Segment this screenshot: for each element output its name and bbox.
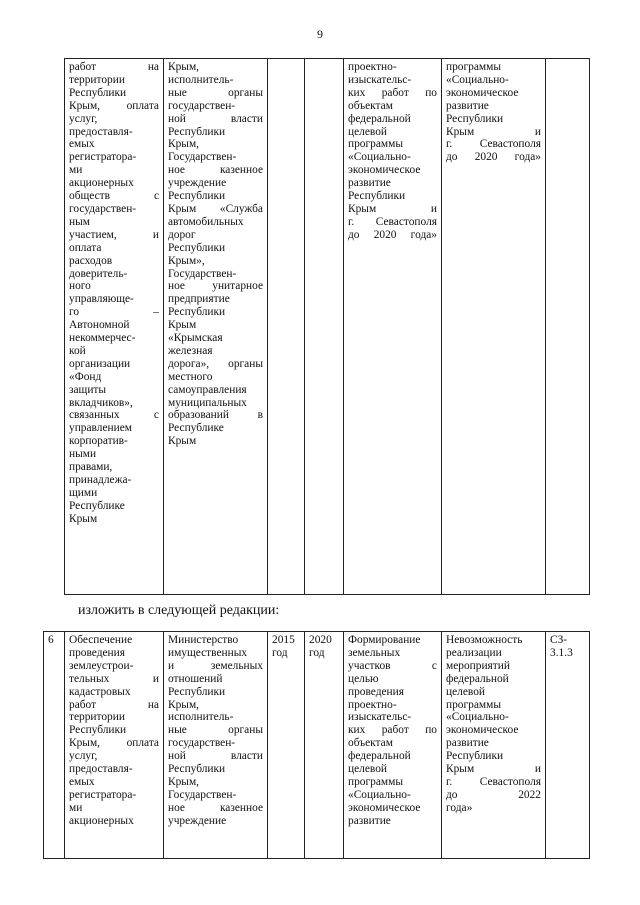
cell-line: государствен- [168, 99, 236, 112]
cell-line: емых [69, 775, 95, 788]
cell-line: связанных с [69, 409, 159, 422]
cell-line: до 2020 года» [446, 151, 541, 164]
cell-line: год [272, 646, 288, 659]
cell-line: объектам [348, 99, 393, 112]
cell-line: «Фонд [69, 370, 102, 383]
cell-line: предоставля- [69, 125, 133, 138]
cell-line: ные органы [168, 724, 263, 737]
cell-line: вкладчиков», [69, 396, 133, 409]
cell-line: ное казенное [168, 164, 263, 177]
cell-line: Республики [168, 306, 226, 319]
cell-line: развитие [348, 814, 391, 827]
cell-line: железная [168, 344, 213, 357]
cell-line: работ на [69, 698, 159, 711]
cell-line: «Социально- [446, 711, 509, 724]
cell-line: федеральной [446, 672, 509, 685]
cell-line: правами, [69, 461, 113, 474]
cell-line: Республики [348, 190, 406, 203]
cell-line: проектно- [348, 61, 397, 73]
cell-line: емых [69, 138, 95, 151]
cell-line: государствен- [168, 737, 236, 750]
cell-start [268, 59, 305, 595]
cell-line: участков с [348, 659, 437, 672]
cell-line: Государствен- [168, 788, 237, 801]
cell-code [546, 59, 590, 595]
cell-line: Республики [168, 125, 226, 138]
cell-line: корпоратив- [69, 435, 128, 448]
cell-line: тельных и [69, 672, 159, 685]
cell-line: Формирование [348, 634, 421, 646]
cell-line: Крым, [168, 138, 200, 151]
cell-line: до 2022 [446, 788, 541, 801]
cell-line: изыскательс- [348, 711, 412, 724]
cell-line: ным [69, 215, 90, 228]
cell-number [44, 632, 65, 859]
cell-line: Невозможность [446, 634, 523, 646]
cell-line: целевой [446, 685, 485, 698]
cell-line: экономическое [348, 801, 421, 814]
cell-result [344, 632, 442, 859]
cell-end [305, 59, 344, 595]
cell-line: Министерство [168, 634, 239, 646]
cell-executors [164, 59, 268, 595]
cell-line: принадлежа- [69, 474, 132, 486]
cell-line: самоуправления [168, 383, 247, 396]
table-continued [64, 58, 590, 595]
page-number: 9 [317, 27, 323, 41]
cell-line: работ на [69, 61, 159, 73]
cell-line: учреждение [168, 814, 227, 827]
cell-line: регистратора- [69, 788, 137, 801]
cell-line: Крым [69, 512, 98, 525]
cell-line: имущественных [168, 646, 248, 659]
cell-line: Крым, оплата [69, 737, 159, 750]
cell-line: оплата [69, 241, 102, 254]
cell-line: Республики [446, 112, 504, 125]
cell-line: Обеспечение [69, 634, 133, 646]
cell-line: управлением [69, 422, 132, 435]
cell-line: экономическое [348, 164, 421, 177]
cell-line: «Социально- [348, 151, 411, 164]
cell-line: территории [69, 711, 125, 724]
cell-executors [164, 632, 268, 859]
cell-line: программы [446, 61, 501, 73]
cell-line: Республики [69, 86, 127, 99]
cell-line: Крым «Служба [168, 202, 263, 215]
cell-line: Республике [168, 422, 224, 435]
table-new-edition [43, 631, 590, 859]
cell-line: «Крымская [168, 332, 223, 345]
cell-line: развитие [446, 737, 489, 750]
cell-line: земельных [348, 646, 401, 659]
cell-line: ких работ по [348, 724, 437, 737]
cell-line: Республики [168, 685, 226, 698]
cell-line: ми [69, 801, 83, 814]
cell-line: г. Севастополя [446, 775, 541, 788]
cell-line: обществ с [69, 190, 159, 203]
cell-line: Республики [168, 241, 226, 254]
cell-line: федеральной [348, 112, 411, 125]
cell-line: проектно- [348, 698, 397, 711]
cell-line: образований в [168, 409, 263, 422]
cell-line: программы [348, 775, 403, 788]
cell-line: Крым», [168, 254, 205, 267]
cell-line: защиты [69, 383, 107, 396]
cell-line: предоставля- [69, 763, 133, 776]
cell-line: Автономной [69, 319, 130, 332]
cell-line: участием, и [69, 228, 159, 241]
cell-line: учреждение [168, 177, 227, 190]
cell-line: целью [348, 672, 379, 685]
cell-line: доверитель- [69, 267, 128, 280]
cell-line: Крым [168, 319, 197, 332]
cell-line: г. Севастополя [348, 215, 437, 228]
cell-line: государствен- [69, 202, 137, 215]
cell-line: ные органы [168, 86, 263, 99]
cell-end [305, 632, 344, 859]
cell-line: регистратора- [69, 151, 137, 164]
cell-line: мероприятий [446, 659, 510, 672]
cell-line: ное унитарное [168, 280, 263, 293]
cell-measure [65, 59, 164, 595]
cell-line: территории [69, 73, 125, 86]
cell-consequence [442, 59, 546, 595]
cell-line: целевой [348, 763, 387, 776]
cell-line: управляюще- [69, 293, 134, 306]
cell-line: развитие [348, 177, 391, 190]
cell-line: исполнитель- [168, 711, 234, 724]
cell-line: программы [446, 698, 501, 711]
cell-line: ких работ по [348, 86, 437, 99]
cell-line: кадастровых [69, 685, 131, 698]
cell-line: исполнитель- [168, 73, 234, 86]
cell-line: Республики [446, 750, 504, 763]
cell-line: расходов [69, 254, 113, 267]
cell-line: щими [69, 486, 98, 499]
cell-line: Крым, [168, 61, 200, 73]
cell-line: организации [69, 357, 131, 370]
cell-measure [65, 632, 164, 859]
cell-line: федеральной [348, 750, 411, 763]
cell-line: «Социально- [446, 73, 509, 86]
cell-line: 2015 [272, 634, 295, 646]
cell-line: Крым, оплата [69, 99, 159, 112]
cell-line: Республике [69, 499, 125, 512]
cell-line: до 2020 года» [348, 228, 437, 241]
cell-start [268, 632, 305, 859]
cell-line: изыскательс- [348, 73, 412, 86]
cell-line: ное казенное [168, 801, 263, 814]
cell-line: акционерных [69, 177, 134, 190]
cell-line: Крым [168, 435, 197, 448]
cell-code [546, 632, 590, 859]
cell-line: ного [69, 280, 91, 293]
cell-line: Крым и [446, 125, 541, 138]
cell-line: услуг, [69, 112, 98, 125]
cell-line: Государствен- [168, 151, 237, 164]
cell-line: автомобильных [168, 215, 244, 228]
cell-line: ми [69, 164, 83, 177]
lead-text: изложить в следующей редакции: [78, 603, 280, 618]
cell-line: акционерных [69, 814, 134, 827]
cell-line: развитие [446, 99, 489, 112]
cell-line: программы [348, 138, 403, 151]
cell-line: целевой [348, 125, 387, 138]
cell-line: проведения [69, 646, 125, 659]
cell-line: отношений [168, 672, 223, 685]
cell-line: года» [446, 801, 473, 814]
cell-line: СЗ- [550, 634, 568, 646]
cell-line: экономическое [446, 724, 519, 737]
cell-line: Республики [168, 190, 226, 203]
cell-line: землеустрои- [69, 659, 134, 672]
cell-line: экономическое [446, 86, 519, 99]
cell-line: Крым, [168, 698, 200, 711]
cell-line: Республики [69, 724, 127, 737]
cell-line: 2020 [309, 634, 332, 646]
cell-line: Крым, [168, 775, 200, 788]
cell-line: дорог [168, 228, 196, 241]
cell-line: проведения [348, 685, 404, 698]
cell-line: ными [69, 448, 97, 461]
cell-line: дорога», органы [168, 357, 263, 370]
cell-line: Республики [168, 763, 226, 776]
cell-line: 3.1.3 [550, 646, 573, 659]
cell-line: местного [168, 370, 213, 383]
cell-line: год [309, 646, 325, 659]
cell-line: объектам [348, 737, 393, 750]
cell-line: г. Севастополя [446, 138, 541, 151]
cell-line: реализации [446, 646, 502, 659]
row-number: 6 [48, 634, 54, 646]
cell-line: ной власти [168, 750, 263, 763]
cell-line: Государствен- [168, 267, 237, 280]
cell-line: «Социально- [348, 788, 411, 801]
cell-consequence [442, 632, 546, 859]
cell-result [344, 59, 442, 595]
cell-line: услуг, [69, 750, 98, 763]
cell-line: кой [69, 344, 86, 357]
cell-line: и земельных [168, 659, 263, 672]
cell-line: муниципальных [168, 396, 247, 409]
cell-line: Крым и [446, 763, 541, 776]
cell-line: ной власти [168, 112, 263, 125]
cell-line: предприятие [168, 293, 230, 306]
cell-line: Крым и [348, 202, 437, 215]
cell-line: некоммерчес- [69, 332, 136, 345]
cell-line: го – [69, 306, 159, 319]
